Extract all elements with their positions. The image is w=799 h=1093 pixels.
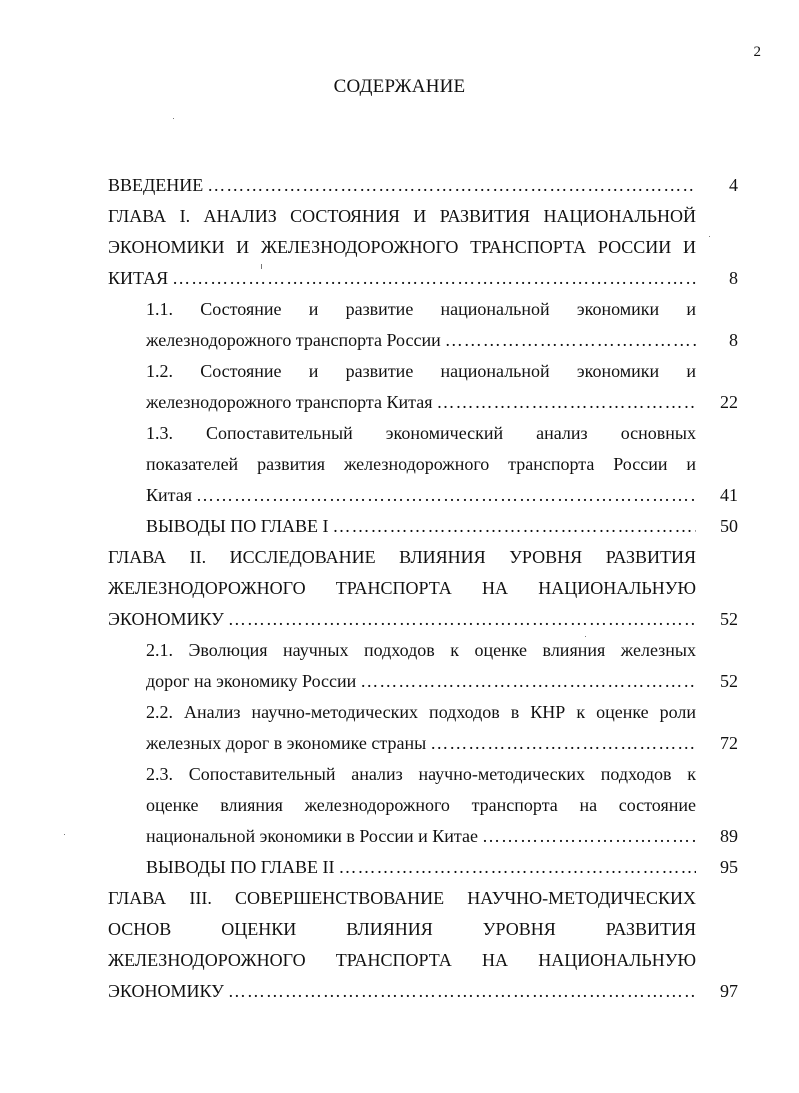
- toc-entry-line: ЭКОНОМИКИ И ЖЕЛЕЗНОДОРОЖНОГО ТРАНСПОРТА РОССИИ И: [108, 237, 696, 257]
- toc-entry-line: 2.3. Сопоставительный анализ научно-методических подходов к: [146, 764, 696, 784]
- toc-entry: [108, 201, 738, 294]
- dot-leader: [356, 666, 696, 697]
- toc-entry-text: ЭКОНОМИКУ: [108, 609, 224, 629]
- toc-entry-line: 1.3. Сопоставительный экономический анализ основных: [146, 423, 696, 443]
- toc-entry-text: Китая: [146, 485, 192, 505]
- toc-entry: [108, 356, 738, 418]
- toc-entry-line: 1.2. Состояние и развитие национальной экономики и: [146, 361, 696, 381]
- toc-entry-last-line: [146, 480, 738, 511]
- toc-entry-line: 2.2. Анализ научно-методических подходов в КНР к оценке роли: [146, 702, 696, 722]
- toc-entry-text: железнодорожного транспорта Китая: [146, 392, 433, 412]
- toc-entry: [108, 170, 738, 201]
- dot-leader: [168, 263, 696, 294]
- toc-entry: [108, 852, 738, 883]
- toc-entry-text: железнодорожного транспорта России: [146, 330, 441, 350]
- toc-entry: [108, 511, 738, 542]
- page-number: 2: [753, 44, 761, 60]
- toc-entry-last-line: [146, 728, 738, 759]
- scan-speck: [261, 264, 262, 269]
- toc-page-number: 89: [720, 826, 738, 846]
- toc-entry: [108, 294, 738, 356]
- toc-entry: [108, 759, 738, 852]
- toc-entry-line: 1.1. Состояние и развитие национальной экономики и: [146, 299, 696, 319]
- dot-leader: [441, 325, 696, 356]
- toc-entry-last-line: [146, 387, 738, 418]
- toc-entry: [108, 635, 738, 697]
- toc-page-number: 72: [720, 733, 738, 753]
- toc-page-number: 41: [720, 485, 738, 505]
- toc-page-number: 8: [729, 268, 738, 288]
- dot-leader: [224, 976, 696, 1007]
- toc-entry-last-line: [146, 325, 738, 356]
- dot-leader: [335, 852, 696, 883]
- page-title: СОДЕРЖАНИЕ: [333, 76, 466, 97]
- toc-entry-text: железных дорог в экономике страны: [146, 733, 427, 753]
- toc-entry-last-line: [146, 666, 738, 697]
- toc-page-number: 95: [720, 857, 738, 877]
- toc-entry-line: ЖЕЛЕЗНОДОРОЖНОГО ТРАНСПОРТА НА НАЦИОНАЛЬНУЮ: [108, 578, 696, 598]
- toc-page-number: 50: [720, 516, 738, 536]
- scan-speck: [64, 834, 65, 835]
- toc-entry-text: ЭКОНОМИКУ: [108, 981, 224, 1001]
- toc-entry-last-line: [108, 170, 738, 201]
- toc-entry-line: ГЛАВА I. АНАЛИЗ СОСТОЯНИЯ И РАЗВИТИЯ НАЦИОНАЛЬНОЙ: [108, 206, 696, 226]
- toc-entry-line: ГЛАВА III. СОВЕРШЕНСТВОВАНИЕ НАУЧНО-МЕТОДИЧЕСКИХ: [108, 888, 696, 908]
- dot-leader: [432, 387, 696, 418]
- dot-leader: [203, 170, 696, 201]
- toc-entry-last-line: [108, 263, 738, 294]
- toc-page-number: 22: [720, 392, 738, 412]
- toc-page-number: 8: [729, 330, 738, 350]
- toc-page-number: 52: [720, 671, 738, 691]
- dot-leader: [426, 728, 696, 759]
- dot-leader: [224, 604, 696, 635]
- toc-page-number: 97: [720, 981, 738, 1001]
- toc-entry-last-line: [146, 821, 738, 852]
- toc-entry-text: КИТАЯ: [108, 268, 169, 288]
- scan-speck: [173, 118, 174, 119]
- toc-entry: [108, 883, 738, 1007]
- toc-entry: [108, 542, 738, 635]
- toc-entry: [108, 697, 738, 759]
- toc-entry-line: ЖЕЛЕЗНОДОРОЖНОГО ТРАНСПОРТА НА НАЦИОНАЛЬНУЮ: [108, 950, 696, 970]
- toc-entry-text: дорог на экономику России: [146, 671, 357, 691]
- toc-page-number: 52: [720, 609, 738, 629]
- toc-page-number: 4: [729, 175, 738, 195]
- toc-entry-text: национальной экономики в России и Китае: [146, 826, 478, 846]
- toc-entry-text: ВВЕДЕНИЕ: [108, 175, 204, 195]
- toc-entry-line: ОСНОВ ОЦЕНКИ ВЛИЯНИЯ УРОВНЯ РАЗВИТИЯ: [108, 919, 696, 939]
- dot-leader: [329, 511, 696, 542]
- toc-entry-text: ВЫВОДЫ ПО ГЛАВЕ II: [146, 857, 335, 877]
- toc-entry-last-line: [146, 511, 738, 542]
- toc-entry-line: оценке влияния железнодорожного транспорта на состояние: [146, 795, 696, 815]
- toc-entry-line: ГЛАВА II. ИССЛЕДОВАНИЕ ВЛИЯНИЯ УРОВНЯ РАЗВИТИЯ: [108, 547, 696, 567]
- toc-entry-last-line: [108, 976, 738, 1007]
- dot-leader: [478, 821, 696, 852]
- toc-entry-last-line: [108, 604, 738, 635]
- scan-speck: [585, 636, 586, 637]
- dot-leader: [192, 480, 696, 511]
- toc-entry-text: ВЫВОДЫ ПО ГЛАВЕ I: [146, 516, 329, 536]
- toc-entry-line: 2.1. Эволюция научных подходов к оценке влияния железных: [146, 640, 696, 660]
- table-of-contents: [108, 170, 738, 1007]
- toc-entry-last-line: [146, 852, 738, 883]
- toc-entry: [108, 418, 738, 511]
- toc-entry-line: показателей развития железнодорожного транспорта России и: [146, 454, 696, 474]
- scan-speck: [709, 236, 710, 237]
